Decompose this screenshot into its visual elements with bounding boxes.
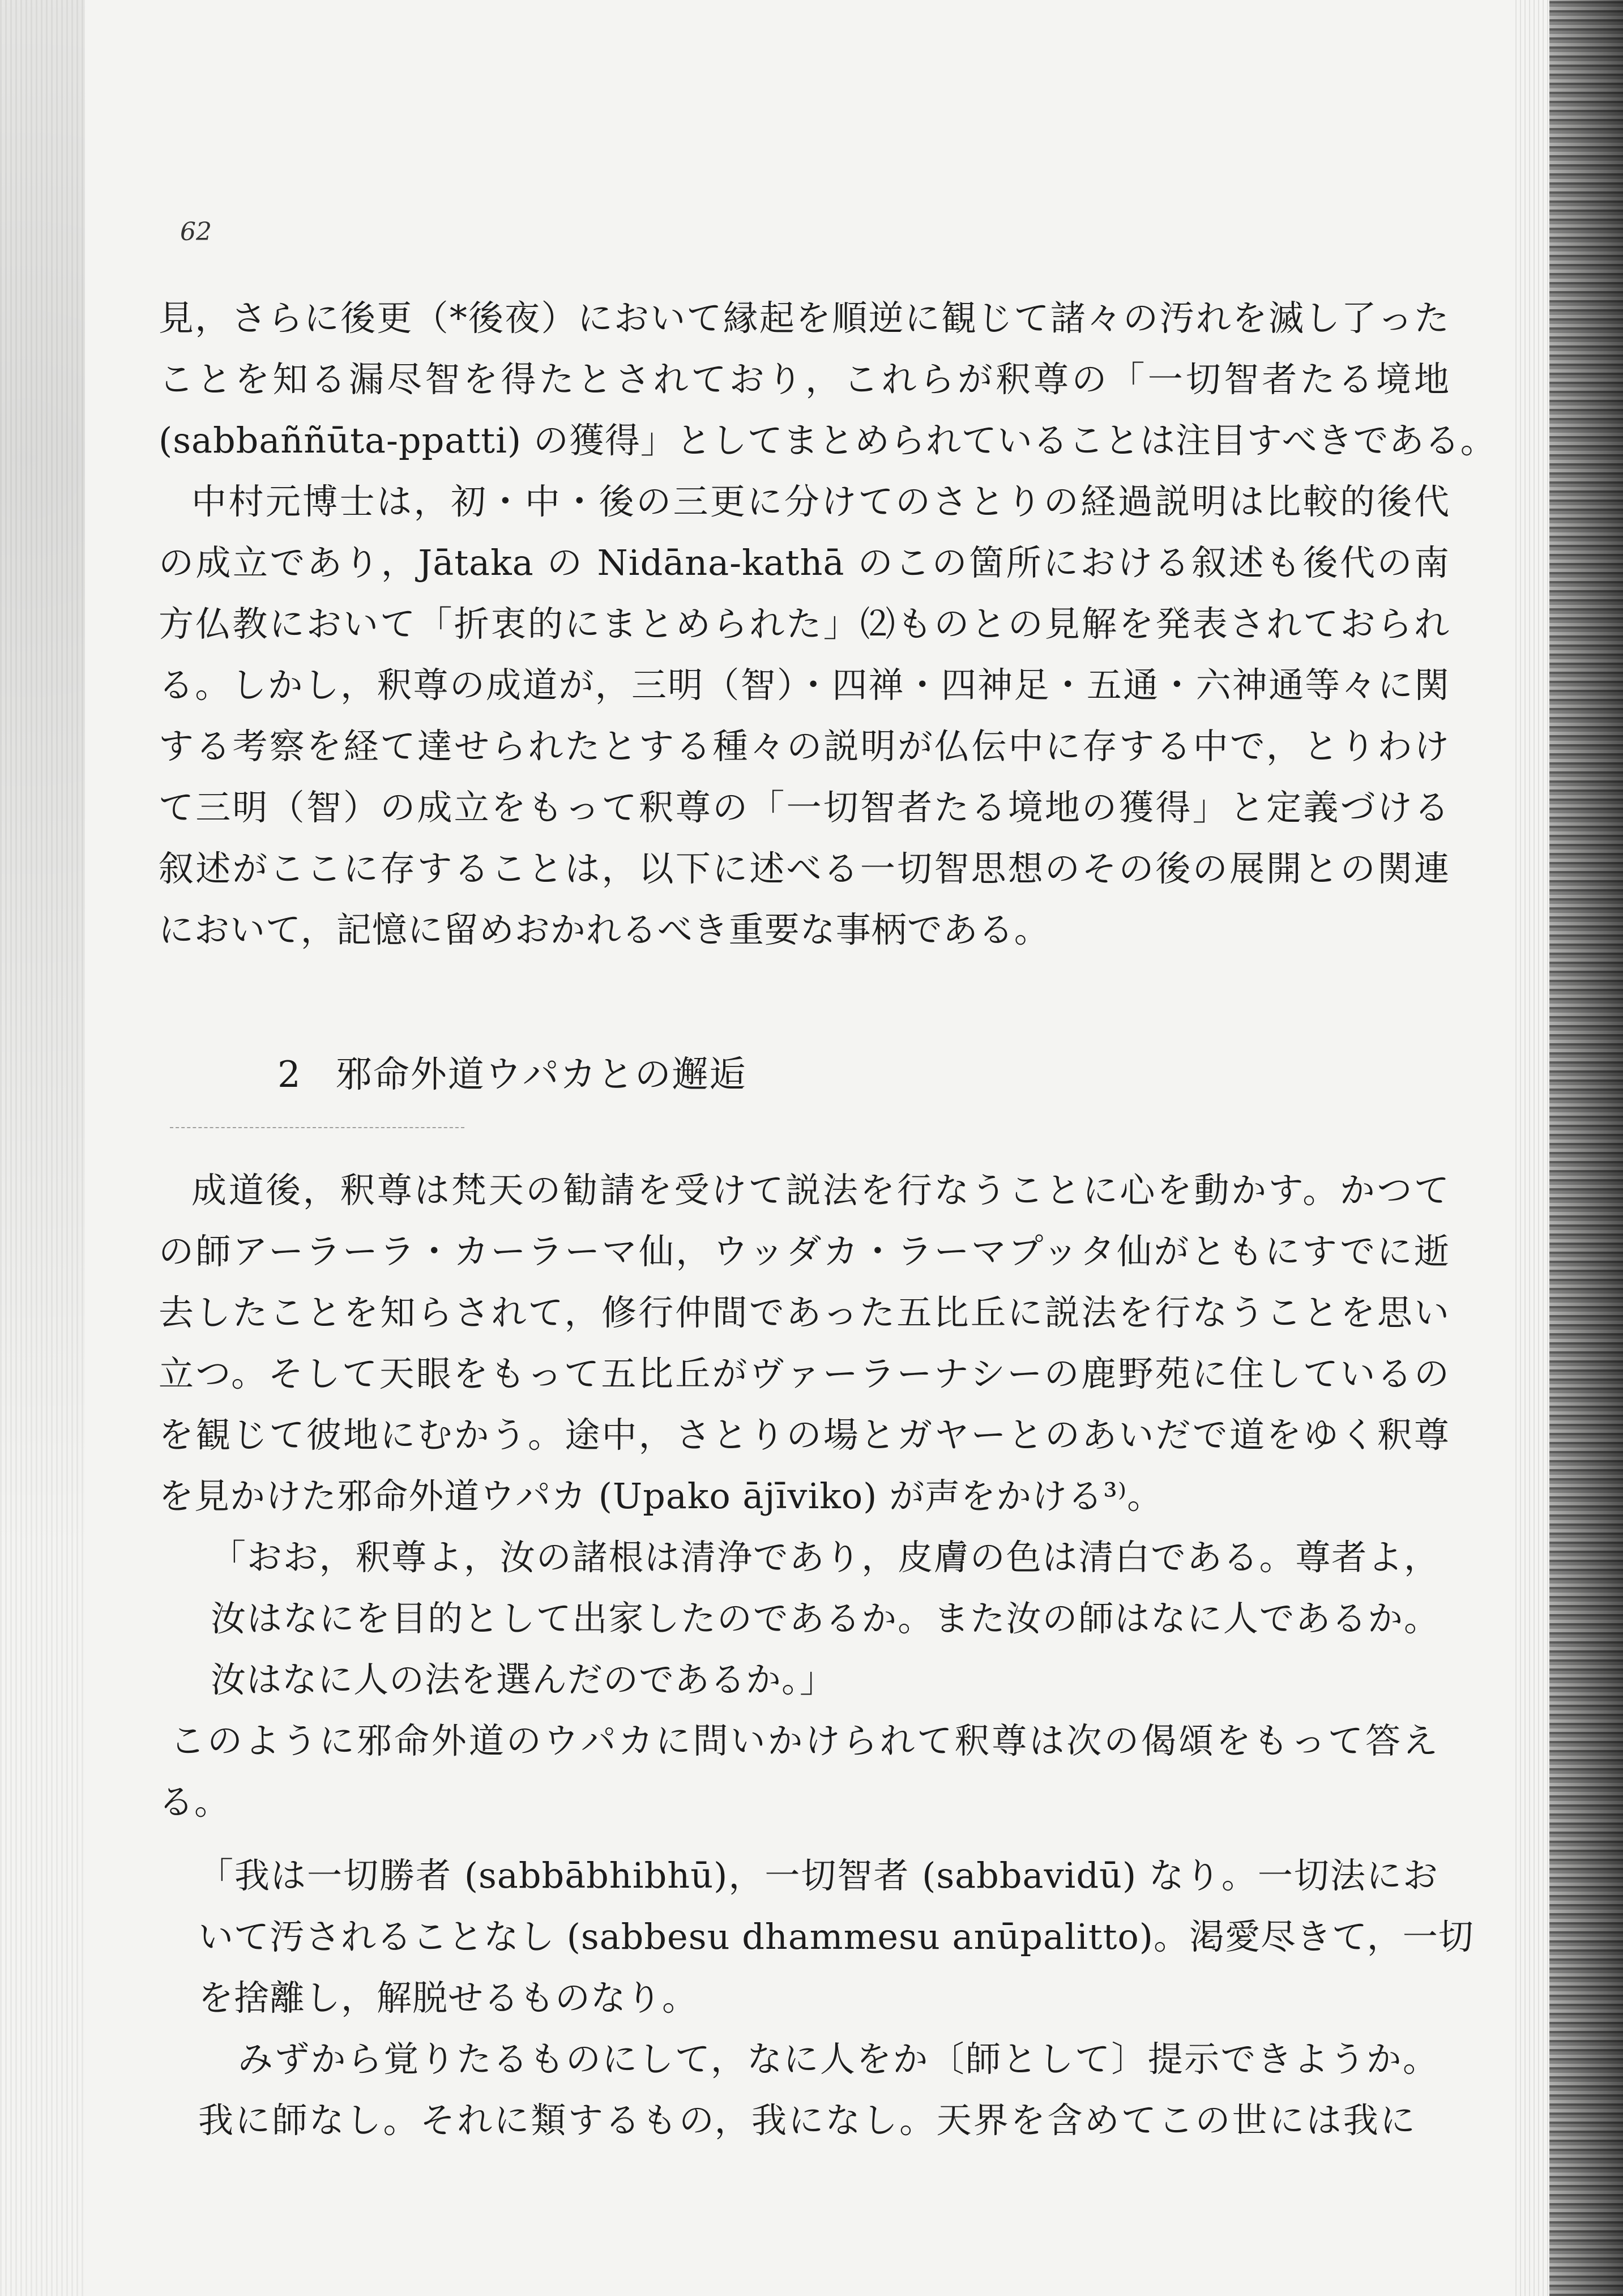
scan-artifact-line [170,1127,464,1128]
text-line: このように邪命外道のウパカに問いかけられて釈尊は次の偈頌をもって答え [170,1720,1438,1761]
quote-line: 「おお，釈尊よ，汝の諸根は清浄であり，皮膚の色は清白である。尊者よ， [211,1537,1440,1578]
text-line: る。 [159,1781,230,1823]
text-line: する考察を経て達せられたとする種々の説明が仏伝中に存する中で，とりわけ [159,725,1450,767]
quote-line: みずから覚りたるものにして，なに人をか〔師として〕提示できようか。 [238,2038,1438,2080]
text-line: 立つ。そして天眼をもって五比丘がヴァーラーナシーの鹿野苑に住しているの [159,1353,1450,1394]
quote-line: 汝はなにを目的として出家したのであるか。また汝の師はなに人であるか。 [211,1598,1440,1639]
page-number: 62 [180,217,212,246]
section-number: 2 [277,1054,302,1096]
text-line: る。しかし，釈尊の成道が，三明（智）・四禅・四神足・五通・六神通等々に関 [159,664,1450,706]
text-line: 叙述がここに存することは，以下に述べる一切智思想のその後の展開との関連 [159,848,1450,889]
text-line: を観じて彼地にむかう。途中，さとりの場とガヤーとのあいだで道をゆく釈尊 [159,1414,1450,1456]
quote-line: 我に師なし。それに類するもの，我になし。天界を含めてこの世には我に [198,2099,1416,2141]
text-line: 方仏教において「折衷的にまとめられた」⑵ものとの見解を発表されておられ [159,603,1450,645]
text-line: の師アーラーラ・カーラーマ仙，ウッダカ・ラーマプッタ仙がともにすでに逝 [159,1231,1450,1272]
scan-edge-left [0,0,85,2296]
text-line: において，記憶に留めおかれるべき重要な事柄である。 [159,909,1050,950]
quote-line: 「我は一切勝者 (sabbābhibhū)，一切智者 (sabbavidū) なり。一切法にお [198,1855,1438,1896]
section-title: 邪命外道ウパカとの邂逅 [335,1054,747,1096]
section-heading [277,1051,747,1099]
scan-edge-right-inner [1515,0,1549,2296]
text-line: (sabbaññūta-ppatti) の獲得」としてまとめられていることは注目すべきである。 [159,420,1496,461]
quote-line: を捨離し，解脱せるものなり。 [198,1977,698,2018]
text-line: て三明（智）の成立をもって釈尊の「一切智者たる境地の獲得」と定義づける [159,787,1450,828]
text-line: 見，さらに後更（*後夜）において縁起を順逆に観じて諸々の汚れを滅し了った [159,297,1450,339]
text-line: 去したことを知らされて，修行仲間であった五比丘に説法を行なうことを思い [159,1292,1450,1333]
quote-line: いて汚されることなし (sabbesu dhammesu anūpalitto)。渇愛尽きて，一切 [198,1916,1474,1957]
scan-edge-right [1549,0,1623,2296]
text-line: を見かけた邪命外道ウパカ (Upako ājīviko) が声をかける³⁾。 [159,1475,1163,1517]
text-line: 成道後，釈尊は梵天の勧請を受けて説法を行なうことに心を動かす。かつて [191,1170,1450,1211]
quote-line: 汝はなに人の法を選んだのであるか。」 [211,1659,836,1700]
text-line: の成立であり，Jātaka の Nidāna-kathā のこの箇所における叙述も後代の南 [159,542,1450,583]
text-line: ことを知る漏尽智を得たとされており，これらが釈尊の「一切智者たる境地 [159,359,1450,400]
text-line: 中村元博士は，初・中・後の三更に分けてのさとりの経過説明は比較的後代 [191,481,1450,522]
